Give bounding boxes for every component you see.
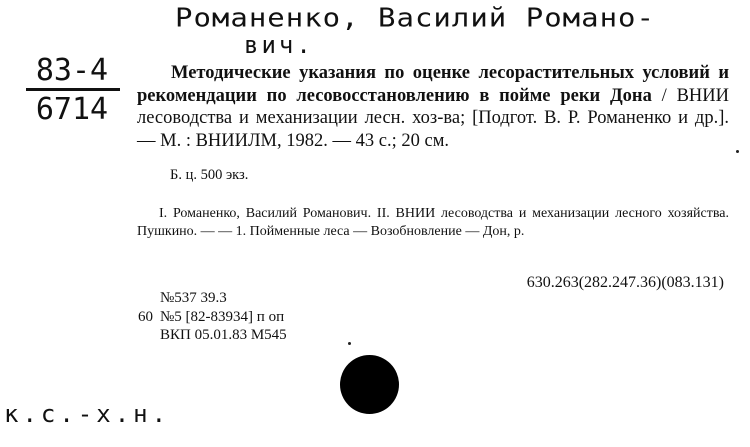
tracings: I. Романенко, Василий Романович. II. ВНИИ лесоводства и механизации лесного хозяйства. Пушкино. — — 1. Пойменные леса — Возобновление — Дон, р. [137,206,729,239]
handwritten-degree-note: к.с.-х.н. [4,400,171,428]
handwritten-author-line-2: вич. [244,31,314,59]
shelfmark-top: 83-4 [35,53,109,88]
record-title: Методические указания по оценке лесорастительных условий и рекомендации по лесовосстановлению в пойме реки Дона [137,63,729,106]
code-prefix: 60 [138,308,153,325]
imprint-note: Б. ц. 500 экз. [170,167,249,183]
registration-codes [138,289,287,345]
udc-code: 630.263(282.247.36)(083.131) [526,274,724,291]
code-line-3: ВКП 05.01.83 М545 [160,327,287,343]
code-line-2-row [138,308,287,327]
card-punch-hole [340,355,399,414]
shelfmark-rule [26,88,120,91]
handwritten-author-line-1: Романенко, Василий Романо- [175,2,655,33]
ink-speck [348,342,351,345]
record-responsibility: / ВНИИ лесоводства и механизации лесн. хоз-ва; [Подгот. В. Р. Романенко и др.]. — М. : ВНИИЛМ, 1982. — 43 с.; 20 см. [137,85,730,151]
handwritten-shelfmark [24,53,120,127]
ink-speck [736,150,739,153]
shelfmark-bottom: 6714 [35,92,109,127]
code-line-1: №537 39.3 [160,290,227,306]
record-title-block [137,62,729,152]
code-line-2: №5 [82-83934] п оп [160,308,285,325]
